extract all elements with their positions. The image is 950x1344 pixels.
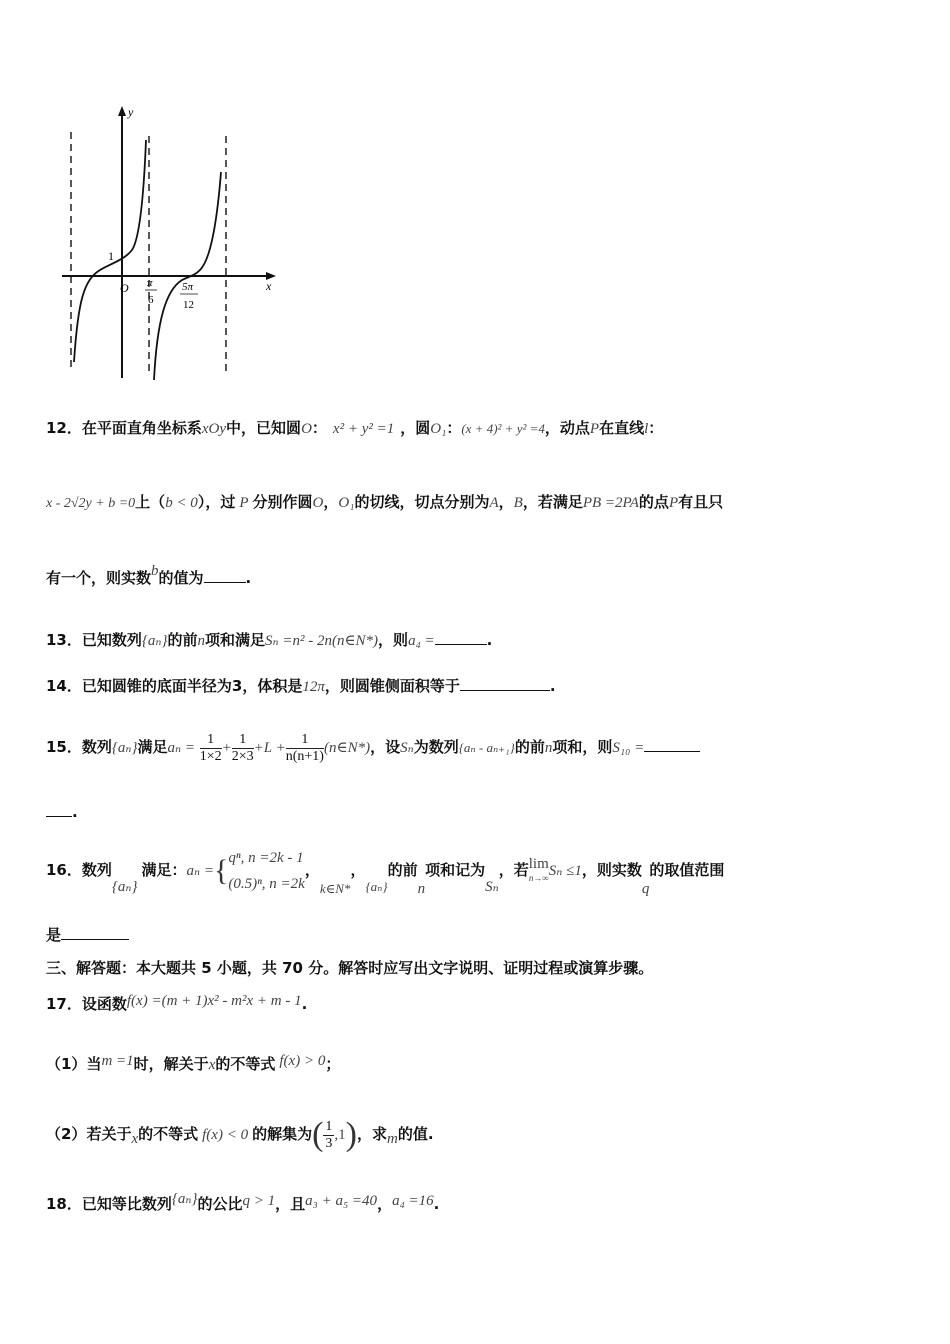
section3-heading [46,958,653,978]
q17-text: 设函数 [81,995,127,1013]
q12-text: 的点 [638,493,669,511]
q15-seq: {aₙ} [111,740,138,756]
q12-text: 有且只 [678,493,724,511]
q12-xoy: xOy [201,421,227,437]
q16-line2 [46,925,129,945]
q12-answer-blank[interactable] [204,568,246,583]
q15-Sn: Sₙ [400,740,414,756]
q18-line [46,1191,440,1215]
q12-O: O [312,495,324,511]
section3-heading-text: 三、解答题：本大题共 5 小题，共 70 分。解答时应写出文字说明、证明过程或演算步骤。 [46,959,654,977]
q15-cond: (n∈N*) [323,740,371,756]
q16-text: ，则实数 [581,861,642,879]
q17-text: 若关于 [86,1125,132,1143]
q12-line-eq: x - 2√2y + b =0 [46,496,136,511]
q16-number: 16． [46,861,82,879]
q12-text: ： [446,419,462,437]
q18-eq1: a₃ + a₅ =40 [305,1193,378,1209]
q17-ineq1: f(x) > 0 [279,1053,326,1069]
q12-cond2: PB =2PA [582,495,639,511]
q12-text: 的值为 [158,569,204,587]
q16-text: ， [350,861,366,879]
q16-q: q [641,881,650,897]
x-tick2-num: 5π [182,281,194,293]
q12-P: P [239,495,249,511]
q17-text: ，求 [357,1125,388,1143]
q14-answer-blank[interactable] [460,676,550,691]
q13-text: 项和满足 [204,631,265,649]
q15-text: 的前 [514,738,545,756]
q16-seq2: {aₙ} [365,879,388,894]
q12-A: A [489,495,499,511]
q16-n: n [417,881,426,897]
q12-line1 [46,418,663,439]
q12-line3 [46,563,252,589]
q17-line [46,994,307,1015]
q18-text: ， [377,1195,393,1213]
q15-frac-num: 1 [200,732,222,749]
q16-an: aₙ = [186,863,214,879]
q15-number: 15． [46,738,82,756]
q16-seq: {aₙ} [111,879,138,895]
q14-line [46,676,556,697]
q15-frac-3 [286,732,324,765]
q15-text: 为数列 [413,738,459,756]
q12-text: 分别作圆 [252,493,313,511]
q12-text: 在直线 [599,419,645,437]
q16-text: 项和记为 [425,861,486,879]
q17-text: 的不等式 [138,1125,199,1143]
q16-text: 数列 [81,861,112,879]
q18-text: ，且 [275,1195,306,1213]
q12-circle-O1-eq: (x + 4)² + y² =4 [461,421,545,436]
q17-text: 的值. [397,1125,434,1143]
q15-text: 数列 [81,738,112,756]
q17-x: x [131,1131,139,1147]
q12-text: 在平面直角坐标系 [81,419,202,437]
q15-S10: S₁₀ = [612,740,645,756]
x-tick1-den: 6 [148,294,154,306]
q18-seq: {aₙ} [171,1191,198,1207]
q17-text: 当 [86,1055,102,1073]
q15-an: aₙ = [167,740,195,756]
q17-m: m [387,1131,398,1147]
q17-ineq2: f(x) < 0 [202,1127,249,1143]
q13-seq: {aₙ} [141,633,168,649]
q12-O1: O₁ [338,495,355,511]
q16-Sn: Sₙ [485,879,499,895]
y-tick-label: 1 [108,249,114,263]
q12-text: ），过 [197,493,236,511]
q12-text: ，若满足 [522,493,583,511]
q12-text: 中，已知圆 [226,419,302,437]
x-tick1-num: π [147,277,153,289]
q13-text: ，则 [378,631,409,649]
q17-part1 [46,1054,340,1075]
q12-cond: b < 0 [165,495,198,511]
q13-number: 13． [46,631,82,649]
q17-text: . [301,995,308,1013]
q12-text: 上（ [135,493,166,511]
q12-text: . [245,569,252,587]
q14-number: 14． [46,677,82,695]
q17-part2 [46,1112,434,1156]
q12-P: P [668,495,679,511]
q16-text: 是 [46,926,62,944]
q17-part1-label: （1） [46,1055,87,1073]
q16-case2: (0.5)ⁿ, n =2k [228,876,305,892]
q12-number: 12． [46,419,82,437]
q12-circle-O-eq: x² + y² =1 [332,421,395,437]
q18-text: 已知等比数列 [81,1195,172,1213]
q12-text: 有一个，则实数 [46,569,152,587]
q14-text: ，体积是 [242,677,303,695]
q15-frac-den: 2×3 [231,748,254,764]
q13-n: n [197,633,205,649]
q15-text: 项和，则 [552,738,613,756]
q12-O: O [301,421,312,437]
q12-O1: O₁ [430,421,447,437]
q17-text: 的不等式 [215,1055,276,1073]
q15-frac-1 [200,732,222,765]
q13-answer-blank[interactable] [435,630,487,645]
q17-function: f(x) =(m + 1)x² - m²x + m - 1 [126,993,302,1009]
q14-text: 已知圆锥的底面半径为 [81,677,232,695]
q12-line2 [46,492,723,514]
q12-l: l [644,421,649,437]
q17-number: 17． [46,995,82,1013]
q15-frac-den: 1×2 [199,748,222,764]
q17-part2-label: （2） [46,1125,87,1143]
y-axis-arrow [118,106,126,116]
q16-text: ，若 [498,861,529,879]
y-axis-label: y [128,105,134,119]
q13-line [46,630,492,651]
q12-text: ： [311,419,327,437]
q16-answer-blank[interactable] [61,925,129,940]
q17-text: 时，解关于 [133,1055,209,1073]
q15-frac-num: 1 [232,732,254,749]
q16-text: 满足： [141,861,187,879]
q15-plus: + [221,740,232,756]
q15-frac-num: 1 [286,732,324,749]
q16-lim-sub: n→∞ [528,873,549,883]
q15-text: . [72,803,78,821]
function-graph [40,100,280,385]
q15-n: n [544,740,553,756]
q12-B: B [513,495,523,511]
q16-line [46,840,724,900]
q12-text: ， [323,493,339,511]
q13-text: 的前 [167,631,198,649]
q16-brace: { [213,854,229,887]
q16-k: k∈N* [319,881,351,896]
q18-text: 的公比 [197,1195,243,1213]
q14-text: ，则圆锥侧面积等于 [324,677,460,695]
q17-set-right: ,1 [334,1127,346,1143]
q18-text: . [433,1195,440,1213]
q15-line2 [46,802,78,822]
q13-a4: a₄ = [408,633,435,649]
q17-frac-den: 3 [325,1135,333,1151]
q15-seq2: {aₙ - aₙ₊₁} [458,740,515,755]
q17-frac-num: 1 [325,1118,333,1134]
q17-paren-right: ) [345,1116,357,1153]
q12-text: 的切线，切点分别为 [354,493,490,511]
q17-set-frac [323,1119,334,1152]
q18-number: 18． [46,1195,82,1213]
q18-eq2: a₄ =16 [392,1193,434,1209]
q16-lim: lim [528,856,549,872]
q15-line [46,722,700,772]
q15-answer-blank[interactable] [644,737,700,752]
q13-text: . [486,631,493,649]
q16-cases [228,845,305,897]
q12-text: ，圆 [400,419,431,437]
q15-frac-2 [232,732,254,765]
q14-text: . [549,677,556,695]
q12-P: P [589,421,600,437]
q17-text: 的解集为 [252,1125,313,1143]
q13-eq: Sₙ =n² - 2n(n∈N*) [265,633,379,649]
q12-text: ，动点 [544,419,590,437]
q17-cond: m =1 [101,1053,134,1069]
q12-b: b [151,563,159,579]
q16-text: 的取值范围 [649,861,725,879]
q13-text: 已知数列 [81,631,142,649]
x-axis-label: x [266,279,272,293]
q18-cond: q > 1 [242,1193,276,1209]
q14-volume: 12π [302,679,325,695]
q16-lim-expr: Sₙ ≤1 [548,863,582,879]
q15-frac-den: n(n+1) [285,748,324,764]
q12-text: ， [498,493,514,511]
q15-text: 满足 [137,738,168,756]
x-tick2-den: 12 [183,299,194,311]
q12-text: ： [648,419,664,437]
q17-text: ； [325,1055,341,1073]
q15-plus: +L + [253,740,286,756]
q16-text: 的前 [387,861,418,879]
q17-x: x [208,1057,216,1073]
q15-text: ，设 [370,738,401,756]
q14-radius: 3 [231,677,243,695]
q16-case1: qⁿ, n =2k - 1 [228,850,304,866]
q17-paren-left: ( [312,1116,324,1153]
q16-limit [529,857,549,885]
q15-answer-blank-cont[interactable] [46,802,72,817]
origin-label: O [120,281,129,295]
q16-text: ， [304,861,320,879]
